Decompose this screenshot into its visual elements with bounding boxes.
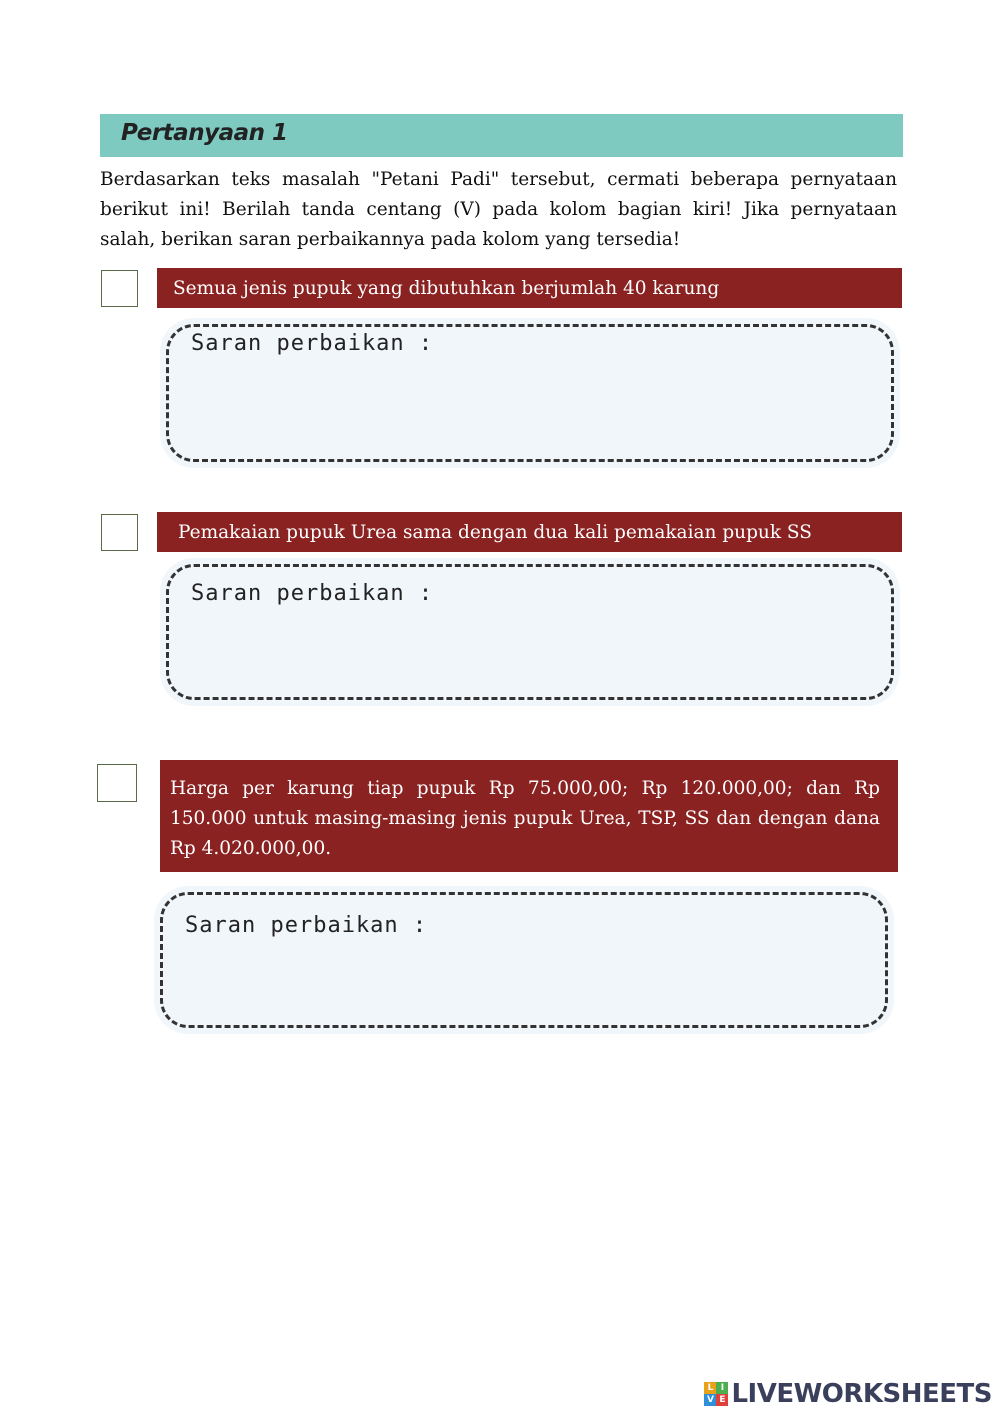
statement-1-text: Semua jenis pupuk yang dibutuhkan berjumlah 40 karung	[173, 278, 720, 299]
statement-2-answer-input[interactable]	[191, 619, 869, 683]
statement-2-answer-box	[166, 564, 894, 700]
statement-3-answer-area	[154, 886, 894, 1034]
statement-2-bar	[157, 512, 902, 552]
statement-3-text: Harga per karung tiap pupuk Rp 75.000,00; Rp 120.000,00; dan Rp 150.000 untuk masing-masing jenis pupuk Urea, TSP, SS dan dengan dana Rp 4.020.000,00.	[170, 778, 880, 859]
statement-3-answer-box	[160, 892, 888, 1028]
liveworksheets-name: LIVEWORKSHEETS	[731, 1379, 992, 1409]
statement-3-checkbox[interactable]	[97, 764, 137, 802]
statement-1-answer-input[interactable]	[191, 369, 869, 445]
question-title-bar	[100, 114, 903, 157]
statement-3-bar	[160, 760, 898, 872]
statement-2-answer-area	[160, 558, 900, 706]
statement-1-answer-label: Saran perbaikan :	[191, 331, 434, 356]
statement-2-checkbox[interactable]	[101, 514, 138, 551]
instructions-text: Berdasarkan teks masalah "Petani Padi" tersebut, cermati beberapa pernyataan berikut ini! Berilah tanda centang (V) pada kolom bagian kiri! Jika pernyataan salah, berikan saran perbaikannya pada kolom yang tersedia!	[100, 169, 897, 250]
question-title: Pertanyaan 1	[121, 120, 288, 146]
statement-3-answer-input[interactable]	[185, 951, 863, 1011]
statement-3-answer-label: Saran perbaikan :	[185, 913, 428, 938]
statement-1-answer-area	[160, 318, 900, 468]
statement-1-bar	[157, 268, 902, 308]
liveworksheets-logo-icon: L I V E	[704, 1382, 728, 1406]
statement-1-answer-box	[166, 324, 894, 462]
statement-2-answer-label: Saran perbaikan :	[191, 581, 434, 606]
statement-2-text: Pemakaian pupuk Urea sama dengan dua kali pemakaian pupuk SS	[178, 522, 812, 543]
liveworksheets-brand	[704, 1378, 992, 1410]
statement-1-checkbox[interactable]	[101, 270, 138, 307]
